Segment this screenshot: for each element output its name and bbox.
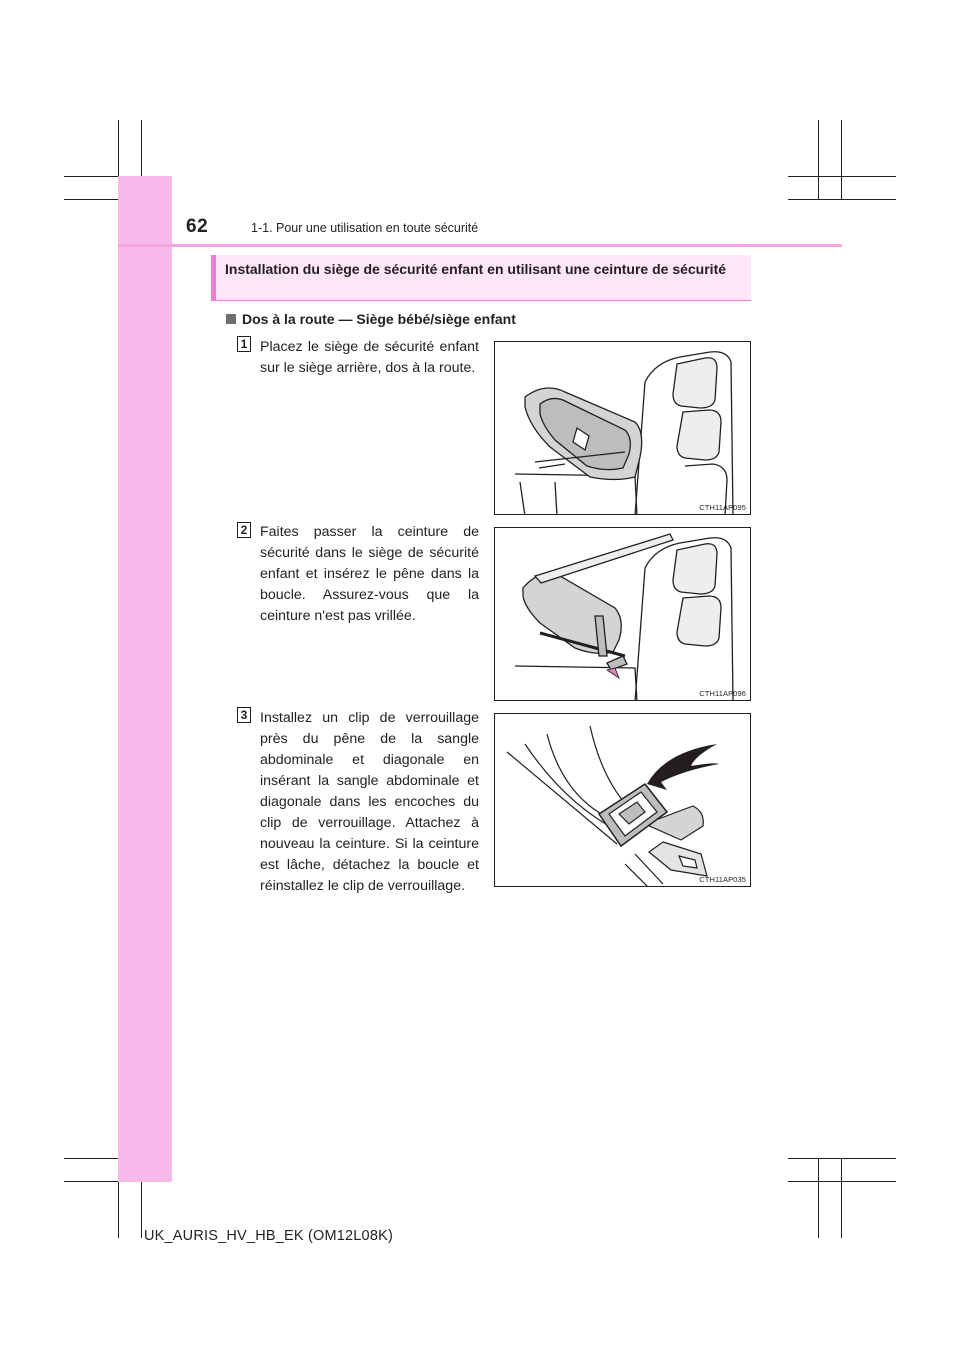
running-head: 1-1. Pour une utilisation en toute sécurité [251,221,479,235]
step-number-2: 2 [237,522,251,538]
figure-code-2: CTH11AP096 [699,689,746,698]
step-text-2: Faites passer la ceinture de sécurité dans le siège de sécurité enfant et insérez le pêne dans la boucle. Assurez-vous que la ceinture n'est pas vrillée. [260,524,479,624]
step-number-3: 3 [237,707,251,723]
page-number: 62 [186,216,209,237]
step-number-1: 1 [237,336,251,352]
header-rule [118,244,842,247]
section-title: Installation du siège de sécurité enfant en utilisant une ceinture de sécurité [225,261,727,277]
belt-routing-illustration [495,528,751,701]
square-bullet-icon [226,314,236,324]
subsection-title: Dos à la route — Siège bébé/siège enfant [242,311,516,327]
step-text-1: Placez le siège de sécurité enfant sur le siège arrière, dos à la route. [260,339,479,376]
bold-arrow-icon [647,744,719,790]
child-seat-placement-illustration [495,342,751,515]
figure-rear-facing-seat [494,341,751,515]
figure-belt-routing [494,527,751,701]
subsection-heading [226,311,516,327]
document-code-footer: UK_AURIS_HV_HB_EK (OM12L08K) [144,1228,393,1244]
pink-arrow-icon [607,668,619,678]
section-title-box [211,255,751,301]
figure-code-3: CTH11AP035 [699,875,746,884]
figure-code-1: CTH11AP095 [699,503,746,512]
chapter-side-band [118,176,172,1182]
figure-locking-clip [494,713,751,887]
locking-clip-illustration [495,714,751,887]
step-text-3: Installez un clip de verrouillage près du pêne de la sangle abdominale et diagonale en insérant la sangle abdominale et diagonale dans les encoches du clip de verrouillage. Attachez à nouveau la ceinture. Si la ceinture est lâche, détachez la boucle et réinstallez le clip de verrouillage. [260,710,479,894]
